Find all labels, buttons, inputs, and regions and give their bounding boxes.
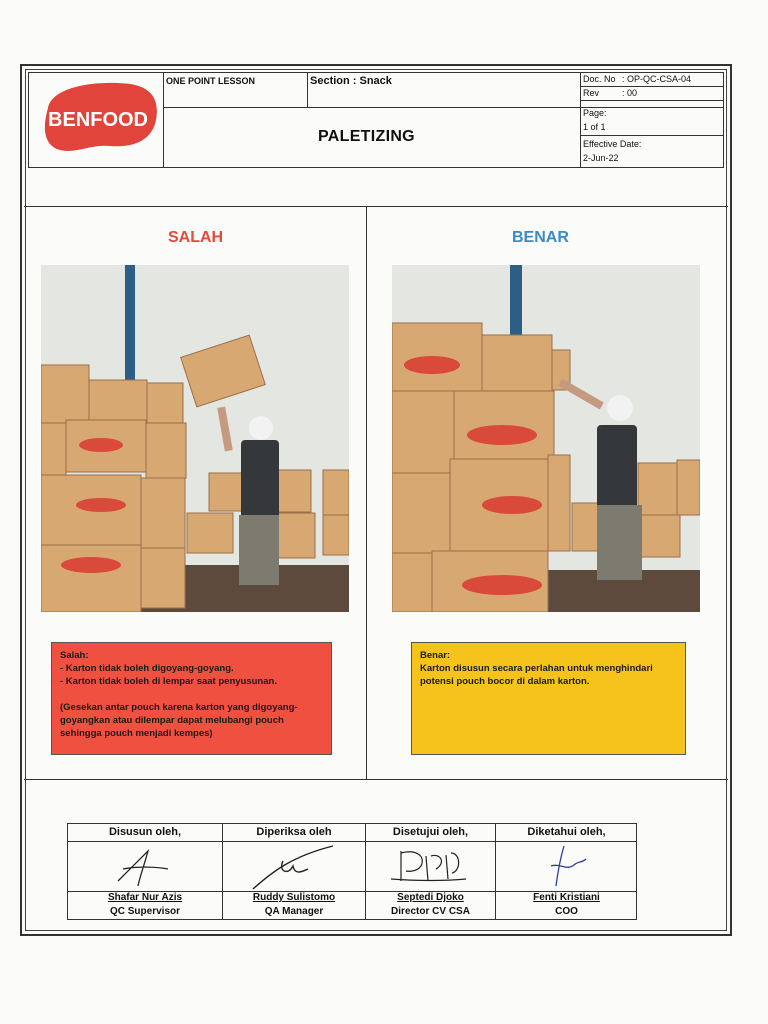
rev-row: [580, 87, 723, 101]
header-bottom-line: [28, 167, 724, 168]
benar-photo: [392, 265, 700, 612]
header-right-line: [723, 72, 724, 168]
header-logo-divider: [163, 72, 164, 168]
signature-col-approved: [366, 824, 496, 919]
signature-header: Diketahui oleh,: [496, 824, 637, 842]
signer-role: QC Supervisor: [109, 906, 181, 917]
page-title: PALETIZING: [318, 128, 415, 145]
signer-name: Septedi Djoko: [397, 892, 464, 903]
page-label: Page:: [583, 108, 607, 118]
signature-mark: [68, 841, 223, 891]
rev-value: : 00: [622, 88, 638, 98]
signer-role: Director CV CSA: [391, 906, 470, 917]
benar-heading: BENAR: [512, 229, 569, 246]
signer-role: QA Manager: [264, 906, 324, 917]
section-label: Section : Snack: [310, 75, 392, 87]
rev-label: Rev: [583, 88, 600, 98]
effective-value: 2-Jun-22: [583, 153, 619, 163]
effective-label: Effective Date:: [583, 139, 642, 149]
signer-name: Shafar Nur Azis: [107, 892, 183, 903]
signature-header: Diperiksa oleh: [223, 824, 365, 842]
signature-table: [67, 823, 637, 920]
doc-info-table: [580, 73, 723, 167]
doc-no-label: Doc. No: [583, 74, 616, 84]
salah-heading: SALAH: [168, 229, 224, 246]
doc-no-row: [580, 73, 723, 87]
content-center-line: [366, 206, 367, 780]
content-top-line: [24, 206, 728, 207]
page-value: 1 of 1: [580, 122, 723, 136]
signer-name: Ruddy Sulistomo: [252, 892, 336, 903]
signature-header: Disusun oleh,: [68, 824, 222, 842]
signature-mark: [496, 841, 637, 891]
signature-header: Disetujui oleh,: [366, 824, 495, 842]
signature-mark: [366, 841, 496, 891]
signer-name: Fenti Kristiani: [533, 892, 600, 903]
signer-role: COO: [555, 906, 578, 917]
signature-col-prepared: [68, 824, 223, 919]
benfood-logo: [38, 78, 160, 156]
header-left-line: [28, 72, 29, 168]
logo-text: BENFOOD: [48, 109, 148, 131]
signature-col-checked: [223, 824, 366, 919]
salah-note: Salah: - Karton tidak boleh digoyang-goyang. - Karton tidak boleh di lempar saat penyusunan. (Gesekan antar pouch karena karton yang digoyang-goyangkan atau dilempar dapat melubangi pouch sehingga pouch menjadi kempes): [51, 642, 332, 755]
content-bottom-line: [24, 779, 728, 780]
header-section-divider: [307, 72, 308, 107]
signature-col-acknowledged: [496, 824, 637, 919]
signature-mark: [223, 841, 366, 891]
lesson-label: ONE POINT LESSON: [166, 76, 256, 86]
salah-photo: [41, 265, 349, 612]
doc-no-value: : OP-QC-CSA-04: [622, 74, 692, 84]
benar-note: Benar: Karton disusun secara perlahan untuk menghindari potensi pouch bocor di dalam karton.: [411, 642, 686, 755]
